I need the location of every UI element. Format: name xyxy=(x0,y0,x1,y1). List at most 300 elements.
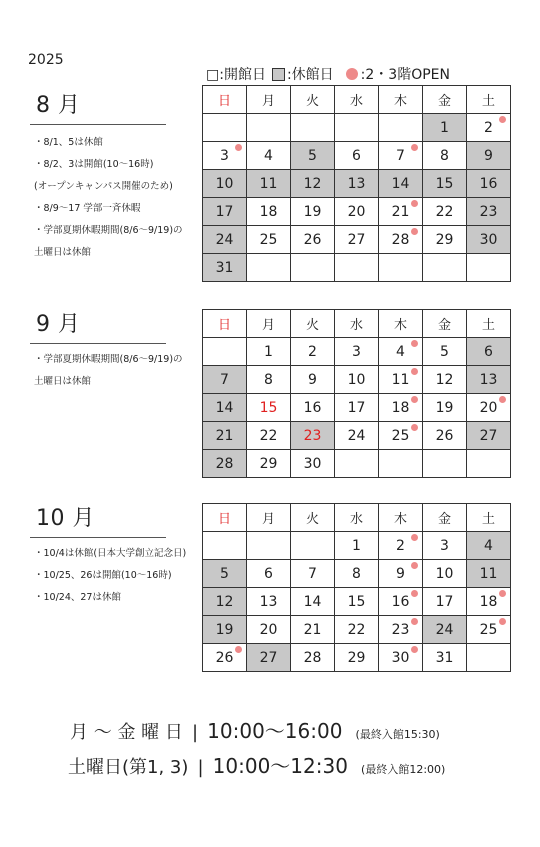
weekday-header: 火 xyxy=(291,310,335,338)
month-divider xyxy=(30,124,166,125)
weekday-header: 金 xyxy=(423,504,467,532)
day-number: 11 xyxy=(259,175,278,192)
day-cell xyxy=(335,644,379,672)
day-cell xyxy=(291,366,335,394)
day-number: 18 xyxy=(259,203,278,220)
day-cell xyxy=(467,616,511,644)
day-number: 23 xyxy=(391,621,410,638)
note-line: ・10/4は休館(日本大学創立記念日) xyxy=(34,548,187,559)
hours-note: (最終入館15:30) xyxy=(355,728,440,741)
empty-cell xyxy=(203,532,247,560)
day-cell xyxy=(291,394,335,422)
weekday-header: 金 xyxy=(423,86,467,114)
floor-open-dot-icon xyxy=(411,200,418,207)
day-cell xyxy=(423,644,467,672)
day-cell xyxy=(423,198,467,226)
day-number: 2 xyxy=(396,537,405,554)
day-cell xyxy=(467,532,511,560)
day-cell xyxy=(203,366,247,394)
day-number: 8 xyxy=(352,565,361,582)
weekday-header: 木 xyxy=(379,310,423,338)
day-number: 14 xyxy=(303,593,322,610)
weekday-header: 木 xyxy=(379,504,423,532)
day-number: 26 xyxy=(215,649,234,666)
day-cell xyxy=(335,170,379,198)
weekday-header: 土 xyxy=(467,310,511,338)
floor-open-dot-icon xyxy=(411,424,418,431)
day-cell xyxy=(203,560,247,588)
day-cell xyxy=(291,644,335,672)
day-number: 21 xyxy=(215,427,234,444)
day-number: 12 xyxy=(303,175,322,192)
day-cell xyxy=(379,394,423,422)
day-cell xyxy=(291,450,335,478)
day-number: 14 xyxy=(215,399,234,416)
week-row xyxy=(203,366,511,394)
empty-cell xyxy=(467,254,511,282)
day-number: 7 xyxy=(396,147,405,164)
note-line: ・8/9〜17 学部一斉休暇 xyxy=(34,203,141,214)
day-number: 7 xyxy=(220,371,229,388)
floor-open-dot-icon xyxy=(411,562,418,569)
floor-open-dot-icon xyxy=(499,116,506,123)
legend xyxy=(206,64,456,84)
day-number: 22 xyxy=(435,203,454,220)
day-cell xyxy=(203,644,247,672)
day-number: 9 xyxy=(396,565,405,582)
weekday-header: 日 xyxy=(203,86,247,114)
year-label: 2025 xyxy=(28,52,64,68)
month-divider xyxy=(30,537,166,538)
weekday-header-row xyxy=(203,504,511,532)
day-cell xyxy=(247,198,291,226)
calendar-oct xyxy=(202,503,511,672)
day-cell xyxy=(467,114,511,142)
day-cell xyxy=(247,422,291,450)
floor-open-dot-icon xyxy=(499,396,506,403)
day-cell xyxy=(379,616,423,644)
day-number: 30 xyxy=(303,455,322,472)
weekday-header: 火 xyxy=(291,504,335,532)
week-row xyxy=(203,644,511,672)
floor-open-dot-icon xyxy=(411,228,418,235)
week-row xyxy=(203,114,511,142)
day-number: 26 xyxy=(303,231,322,248)
hours-weekday xyxy=(0,715,540,744)
note-line: ・10/25、26は開館(10〜16時) xyxy=(34,570,172,581)
day-cell xyxy=(335,226,379,254)
day-number: 3 xyxy=(220,147,229,164)
day-number: 29 xyxy=(259,455,278,472)
day-cell xyxy=(467,560,511,588)
day-cell xyxy=(423,532,467,560)
day-number: 24 xyxy=(435,621,454,638)
empty-cell xyxy=(423,450,467,478)
weekday-header: 土 xyxy=(467,504,511,532)
floor-open-dot-icon xyxy=(411,144,418,151)
day-number: 9 xyxy=(484,147,493,164)
day-cell xyxy=(423,142,467,170)
day-cell xyxy=(423,226,467,254)
hours-note: (最終入館12:00) xyxy=(361,763,446,776)
day-number: 19 xyxy=(435,399,454,416)
day-cell xyxy=(291,588,335,616)
day-number: 10 xyxy=(435,565,454,582)
day-number: 28 xyxy=(391,231,410,248)
weekday-header: 水 xyxy=(335,504,379,532)
day-cell xyxy=(379,226,423,254)
day-cell xyxy=(379,560,423,588)
weekday-header: 月 xyxy=(247,310,291,338)
month-notes-sep xyxy=(34,349,183,393)
day-number: 19 xyxy=(215,621,234,638)
day-number: 4 xyxy=(264,147,273,164)
weekday-header: 水 xyxy=(335,310,379,338)
day-number: 8 xyxy=(440,147,449,164)
day-cell xyxy=(247,588,291,616)
day-number: 13 xyxy=(259,593,278,610)
week-row xyxy=(203,588,511,616)
day-cell xyxy=(203,616,247,644)
weekday-header: 木 xyxy=(379,86,423,114)
day-cell xyxy=(335,366,379,394)
floor-open-dot-icon xyxy=(499,618,506,625)
empty-cell xyxy=(467,450,511,478)
empty-cell xyxy=(291,254,335,282)
day-cell xyxy=(467,422,511,450)
day-number: 10 xyxy=(347,371,366,388)
day-cell xyxy=(335,616,379,644)
day-cell xyxy=(335,338,379,366)
day-number: 15 xyxy=(435,175,454,192)
day-cell xyxy=(467,142,511,170)
empty-cell xyxy=(335,114,379,142)
day-number: 6 xyxy=(264,565,273,582)
day-cell xyxy=(247,450,291,478)
empty-cell xyxy=(247,254,291,282)
day-number: 24 xyxy=(215,231,234,248)
week-row xyxy=(203,616,511,644)
day-number: 25 xyxy=(391,427,410,444)
day-number: 18 xyxy=(391,399,410,416)
week-row xyxy=(203,450,511,478)
day-number: 21 xyxy=(303,621,322,638)
day-cell xyxy=(423,560,467,588)
day-number: 12 xyxy=(215,593,234,610)
empty-cell xyxy=(203,114,247,142)
day-cell xyxy=(247,170,291,198)
empty-cell xyxy=(247,114,291,142)
week-row xyxy=(203,422,511,450)
day-cell xyxy=(335,560,379,588)
day-number: 1 xyxy=(352,537,361,554)
day-cell xyxy=(247,366,291,394)
day-number: 15 xyxy=(259,399,278,416)
day-number: 28 xyxy=(215,455,234,472)
day-cell xyxy=(203,450,247,478)
day-number: 25 xyxy=(479,621,498,638)
calendar-aug xyxy=(202,85,511,282)
note-line: ・学部夏期休暇期間(8/6〜9/19)の xyxy=(34,354,183,365)
day-number: 26 xyxy=(435,427,454,444)
day-number: 9 xyxy=(308,371,317,388)
day-cell xyxy=(247,226,291,254)
day-number: 17 xyxy=(435,593,454,610)
day-cell xyxy=(467,170,511,198)
day-cell xyxy=(291,338,335,366)
day-cell xyxy=(203,198,247,226)
day-cell xyxy=(423,588,467,616)
day-number: 5 xyxy=(220,565,229,582)
day-number: 19 xyxy=(303,203,322,220)
day-number: 11 xyxy=(479,565,498,582)
hours-saturday xyxy=(0,750,540,779)
day-cell xyxy=(423,170,467,198)
floor-open-dot-icon xyxy=(499,590,506,597)
day-number: 1 xyxy=(440,119,449,136)
day-number: 21 xyxy=(391,203,410,220)
day-number: 12 xyxy=(435,371,454,388)
day-number: 24 xyxy=(347,427,366,444)
day-number: 18 xyxy=(479,593,498,610)
day-number: 27 xyxy=(479,427,498,444)
day-number: 31 xyxy=(215,259,234,276)
floor-open-dot-icon xyxy=(235,144,242,151)
legend-dot-icon xyxy=(346,68,358,80)
day-cell xyxy=(247,560,291,588)
floor-open-dot-icon xyxy=(411,534,418,541)
hours-time: 10:00〜12:30 xyxy=(212,754,348,778)
day-number: 13 xyxy=(347,175,366,192)
floor-open-dot-icon xyxy=(411,590,418,597)
day-number: 22 xyxy=(259,427,278,444)
floor-open-dot-icon xyxy=(411,368,418,375)
day-cell xyxy=(247,616,291,644)
weekday-header: 火 xyxy=(291,86,335,114)
day-number: 13 xyxy=(479,371,498,388)
day-number: 14 xyxy=(391,175,410,192)
day-number: 20 xyxy=(259,621,278,638)
day-cell xyxy=(291,422,335,450)
weekday-header-row xyxy=(203,86,511,114)
weekday-header: 月 xyxy=(247,86,291,114)
hours-label: 土曜日(第1, 3) xyxy=(68,757,189,778)
hours-label: 月 〜 金 曜 日 xyxy=(70,722,183,743)
week-row xyxy=(203,254,511,282)
day-cell xyxy=(379,170,423,198)
day-cell xyxy=(467,198,511,226)
day-number: 5 xyxy=(440,343,449,360)
empty-cell xyxy=(379,450,423,478)
day-number: 27 xyxy=(347,231,366,248)
week-row xyxy=(203,560,511,588)
day-cell xyxy=(423,338,467,366)
note-line: ・学部夏期休暇期間(8/6〜9/19)の xyxy=(34,225,183,236)
empty-cell xyxy=(379,254,423,282)
day-number: 30 xyxy=(391,649,410,666)
calendar-sep xyxy=(202,309,511,478)
day-cell xyxy=(291,198,335,226)
weekday-header: 日 xyxy=(203,310,247,338)
day-cell xyxy=(291,226,335,254)
week-row xyxy=(203,532,511,560)
week-row xyxy=(203,226,511,254)
day-number: 16 xyxy=(391,593,410,610)
day-number: 20 xyxy=(347,203,366,220)
day-number: 2 xyxy=(484,119,493,136)
day-number: 2 xyxy=(308,343,317,360)
day-number: 28 xyxy=(303,649,322,666)
week-row xyxy=(203,394,511,422)
day-number: 7 xyxy=(308,565,317,582)
day-cell xyxy=(203,422,247,450)
day-number: 16 xyxy=(303,399,322,416)
day-cell xyxy=(335,198,379,226)
day-cell xyxy=(203,142,247,170)
day-number: 30 xyxy=(479,231,498,248)
day-number: 23 xyxy=(303,427,322,444)
day-number: 25 xyxy=(259,231,278,248)
day-number: 11 xyxy=(391,371,410,388)
day-number: 1 xyxy=(264,343,273,360)
floor-open-dot-icon xyxy=(411,646,418,653)
month-notes-oct xyxy=(34,543,186,609)
day-number: 22 xyxy=(347,621,366,638)
note-line: ・8/2、3は開館(10〜16時) xyxy=(34,159,154,170)
day-cell xyxy=(379,142,423,170)
day-number: 15 xyxy=(347,593,366,610)
empty-cell xyxy=(335,254,379,282)
day-cell xyxy=(291,616,335,644)
hours-separator: | xyxy=(191,722,199,743)
empty-cell xyxy=(379,114,423,142)
legend-open: □:開館日 xyxy=(206,67,266,83)
day-cell xyxy=(247,394,291,422)
day-number: 17 xyxy=(347,399,366,416)
day-cell xyxy=(379,422,423,450)
note-line: (オープンキャンパス開催のため) xyxy=(34,181,173,192)
weekday-header: 日 xyxy=(203,504,247,532)
month-title-sep: 9 月 xyxy=(36,312,81,337)
day-cell xyxy=(467,366,511,394)
day-cell xyxy=(467,394,511,422)
day-number: 29 xyxy=(435,231,454,248)
day-cell xyxy=(335,588,379,616)
month-divider xyxy=(30,343,166,344)
note-line: 土曜日は休館 xyxy=(34,247,92,258)
empty-cell xyxy=(203,338,247,366)
empty-cell xyxy=(467,644,511,672)
day-cell xyxy=(203,170,247,198)
legend-closed: :休館日 xyxy=(286,67,334,83)
day-cell xyxy=(379,644,423,672)
hours-separator: | xyxy=(197,757,204,778)
day-number: 23 xyxy=(479,203,498,220)
day-cell xyxy=(335,142,379,170)
note-line: ・8/1、5は休館 xyxy=(34,137,103,148)
legend-floors: :2・3階OPEN xyxy=(360,67,450,83)
day-cell xyxy=(423,366,467,394)
day-cell xyxy=(247,338,291,366)
floor-open-dot-icon xyxy=(411,396,418,403)
day-cell xyxy=(203,226,247,254)
empty-cell xyxy=(291,114,335,142)
note-line: ・10/24、27は休館 xyxy=(34,592,121,603)
day-cell xyxy=(423,422,467,450)
day-cell xyxy=(379,366,423,394)
day-cell xyxy=(423,394,467,422)
day-cell xyxy=(467,588,511,616)
day-cell xyxy=(379,198,423,226)
day-cell xyxy=(379,588,423,616)
weekday-header: 土 xyxy=(467,86,511,114)
day-cell xyxy=(467,226,511,254)
day-cell xyxy=(379,338,423,366)
day-number: 16 xyxy=(479,175,498,192)
day-number: 6 xyxy=(352,147,361,164)
month-title-oct: 10 月 xyxy=(36,506,95,531)
weekday-header: 月 xyxy=(247,504,291,532)
day-cell xyxy=(335,394,379,422)
day-number: 20 xyxy=(479,399,498,416)
empty-cell xyxy=(335,450,379,478)
empty-cell xyxy=(423,254,467,282)
week-row xyxy=(203,142,511,170)
week-row xyxy=(203,198,511,226)
day-cell xyxy=(335,532,379,560)
floor-open-dot-icon xyxy=(235,646,242,653)
day-cell xyxy=(247,142,291,170)
day-number: 4 xyxy=(484,537,493,554)
day-cell xyxy=(203,588,247,616)
day-number: 27 xyxy=(259,649,278,666)
month-notes-aug xyxy=(34,132,183,264)
day-cell xyxy=(291,170,335,198)
empty-cell xyxy=(247,532,291,560)
day-cell xyxy=(203,254,247,282)
floor-open-dot-icon xyxy=(411,340,418,347)
floor-open-dot-icon xyxy=(411,618,418,625)
day-number: 5 xyxy=(308,147,317,164)
day-number: 17 xyxy=(215,203,234,220)
day-cell xyxy=(379,532,423,560)
weekday-header: 水 xyxy=(335,86,379,114)
day-cell xyxy=(423,114,467,142)
month-title-aug: 8 月 xyxy=(36,93,81,118)
empty-cell xyxy=(291,532,335,560)
day-number: 4 xyxy=(396,343,405,360)
weekday-header: 金 xyxy=(423,310,467,338)
week-row xyxy=(203,338,511,366)
day-cell xyxy=(291,142,335,170)
weekday-header-row xyxy=(203,310,511,338)
day-cell xyxy=(467,338,511,366)
day-number: 6 xyxy=(484,343,493,360)
day-number: 8 xyxy=(264,371,273,388)
day-number: 31 xyxy=(435,649,454,666)
legend-closed-swatch xyxy=(272,68,285,81)
day-cell xyxy=(247,644,291,672)
day-cell xyxy=(423,616,467,644)
week-row xyxy=(203,170,511,198)
day-number: 3 xyxy=(352,343,361,360)
note-line: 土曜日は休館 xyxy=(34,376,92,387)
day-cell xyxy=(203,394,247,422)
hours-time: 10:00〜16:00 xyxy=(207,719,343,743)
day-number: 10 xyxy=(215,175,234,192)
day-cell xyxy=(291,560,335,588)
day-number: 3 xyxy=(440,537,449,554)
